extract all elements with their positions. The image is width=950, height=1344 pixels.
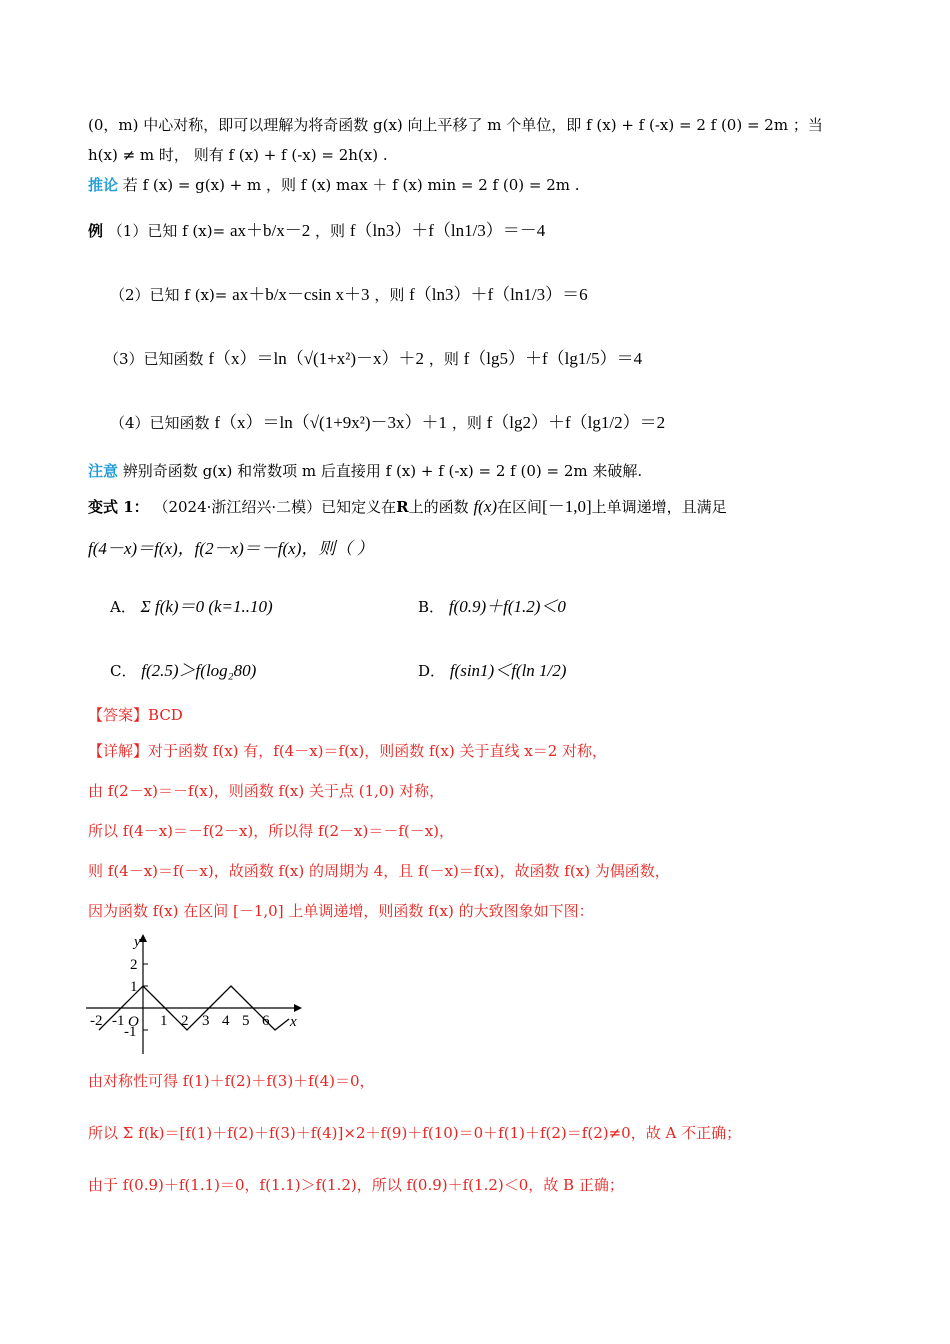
example-3 [104, 348, 642, 370]
example-3-result: f（lg5）＋f（lg1/5）＝4 [463, 349, 643, 368]
option-d-text: f(sin1)＜f(ln 1/2) [449, 661, 567, 680]
detail-line-2: 由 f(2－x)＝－f(x)，则函数 f(x) 关于点 (1,0) 对称， [88, 782, 445, 800]
x-axis-arrow [294, 1004, 302, 1012]
example-2-then: ，则 [374, 286, 405, 304]
option-b-label: B． [418, 598, 445, 616]
example-3-then: ，则 [428, 350, 459, 368]
x-tick-label-neg1: -1 [112, 1013, 125, 1029]
option-d[interactable] [418, 660, 566, 682]
x-tick-label-neg2: -2 [90, 1013, 103, 1029]
variant-header: 变式 1： （2024·浙江绍兴·二模）已知定义在R上的函数 f(x)在区间[－1,0]上单调递增，且满足 [88, 497, 727, 516]
x-tick-label-3: 3 [202, 1013, 210, 1029]
example-2-result: f（ln3）＋f（ln1/3）＝6 [409, 285, 588, 304]
variant-cond: f(4－x)＝f(x)，f(2－x)＝－f(x)，则（ ） [88, 539, 374, 558]
variant-interval: [－1,0] [542, 497, 592, 516]
option-c-label: C． [110, 662, 137, 680]
x-axis-label: x [290, 1014, 297, 1030]
example-4-then: ，则 [451, 414, 482, 432]
detail-line-3: 所以 f(4－x)＝－f(2－x)，所以得 f(2－x)＝－f(－x)， [88, 822, 455, 840]
detail-line-8: 由于 f(0.9)＋f(1.1)＝0，f(1.1)＞f(1.2)，所以 f(0.9)＋f(1.2)＜0，故 B 正确； [88, 1176, 624, 1194]
note-label: 注意 [88, 462, 119, 480]
corollary [88, 174, 580, 196]
option-a-text: Σ f(k)＝0 (k=1..10) [140, 597, 273, 616]
answer-label: 【答案】 [88, 706, 149, 724]
x-tick-label-4: 4 [222, 1013, 230, 1029]
example-1 [88, 220, 545, 242]
option-a[interactable] [110, 596, 273, 618]
example-label: 例 [88, 222, 104, 240]
y-axis-label: y [134, 934, 141, 950]
example-4 [110, 412, 665, 434]
variant-text-2: 上的函数 [408, 498, 469, 516]
x-tick-label-2: 2 [181, 1013, 189, 1029]
example-2-func: ax＋b/x－csin x＋3 [232, 285, 370, 304]
y-tick-label-2: 2 [130, 957, 138, 973]
example-3-prefix: （3）已知函数 [104, 350, 204, 368]
variant-text-3: 在区间 [497, 498, 543, 516]
corollary-label: 推论 [88, 176, 119, 194]
x-tick-label-5: 5 [242, 1013, 250, 1029]
y-tick-label-neg1: -1 [124, 1024, 137, 1040]
detail-line-4: 则 f(4－x)＝f(－x)，故函数 f(x) 的周期为 4，且 f(－x)＝f(x)，故函数 f(x) 为偶函数， [88, 862, 670, 880]
detail-label: 【详解】 [88, 742, 149, 760]
function-graph [84, 930, 304, 1060]
variant-text-4: 上单调递增，且满足 [591, 498, 727, 516]
example-1-func: ax＋b/x－2 [229, 221, 311, 240]
note-text: 辨别奇函数 g(x) 和常数项 m 后直接用 f (x) + f (-x) = 2 f (0) = 2m 来破解. [122, 462, 643, 480]
option-b-text: f(0.9)＋f(1.2)＜0 [448, 597, 566, 616]
option-c-text: f(2.5)＞f(log₂80) [141, 661, 257, 680]
example-4-result: f（lg2）＋f（lg1/2）＝2 [486, 413, 666, 432]
example-1-result: f（ln3）＋f（ln1/3）＝－4 [349, 221, 546, 240]
detail-line-7: 所以 Σ f(k)＝[f(1)＋f(2)＋f(3)＋f(4)]×2＋f(9)＋f(10)＝0＋f(1)＋f(2)＝f(2)≠0，故 A 不正确； [88, 1124, 742, 1142]
example-1-prefix: （1）已知 f (x)= [107, 222, 226, 240]
example-4-func: f（x）＝ln（√(1+9x²)－3x）＋1 [214, 413, 448, 432]
example-2 [110, 284, 588, 306]
x-tick-label-1: 1 [160, 1013, 168, 1029]
detail-line-1 [88, 740, 607, 762]
example-4-prefix: （4）已知函数 [110, 414, 210, 432]
x-tick-label-6: 6 [262, 1013, 270, 1029]
intro-line-2: h(x) ≠ m 时， 则有 f (x) + f (-x) = 2h(x) . [88, 146, 388, 164]
corollary-text: 若 f (x) = g(x) + m ，则 f (x) max ＋ f (x) min = 2 f (0) = 2m . [122, 176, 580, 194]
example-2-prefix: （2）已知 f (x)= [110, 286, 228, 304]
answer-value: BCD [148, 706, 183, 724]
option-c[interactable] [110, 660, 256, 682]
intro-line-1: (0，m) 中心对称，即可以理解为将奇函数 g(x) 向上平移了 m 个单位，即 f (x) + f (-x) = 2 f (0) = 2m ；当 [88, 116, 823, 134]
variant-label: 变式 1： [88, 498, 149, 516]
answer [88, 704, 183, 726]
detail-line-5: 因为函数 f(x) 在区间 [－1,0] 上单调递增，则函数 f(x) 的大致图象如下图： [88, 902, 594, 920]
option-b[interactable] [418, 596, 566, 618]
example-3-func: f（x）＝ln（√(1+x²)－x）＋2 [208, 349, 425, 368]
detail-line-6: 由对称性可得 f(1)＋f(2)＋f(3)＋f(4)＝0， [88, 1072, 375, 1090]
variant-conditions [88, 538, 374, 560]
detail-l1: 对于函数 f(x) 有，f(4－x)＝f(x)，则函数 f(x) 关于直线 x＝2 对称， [148, 742, 608, 760]
variant-R: R [396, 498, 409, 516]
y-tick-label-1: 1 [130, 979, 138, 995]
option-a-label: A． [110, 598, 136, 616]
note [88, 460, 642, 482]
option-d-label: D． [418, 662, 446, 680]
variant-text-1: （2024·浙江绍兴·二模）已知定义在 [153, 498, 397, 516]
origin-label: O [128, 1014, 139, 1030]
example-1-then: ，则 [315, 222, 346, 240]
